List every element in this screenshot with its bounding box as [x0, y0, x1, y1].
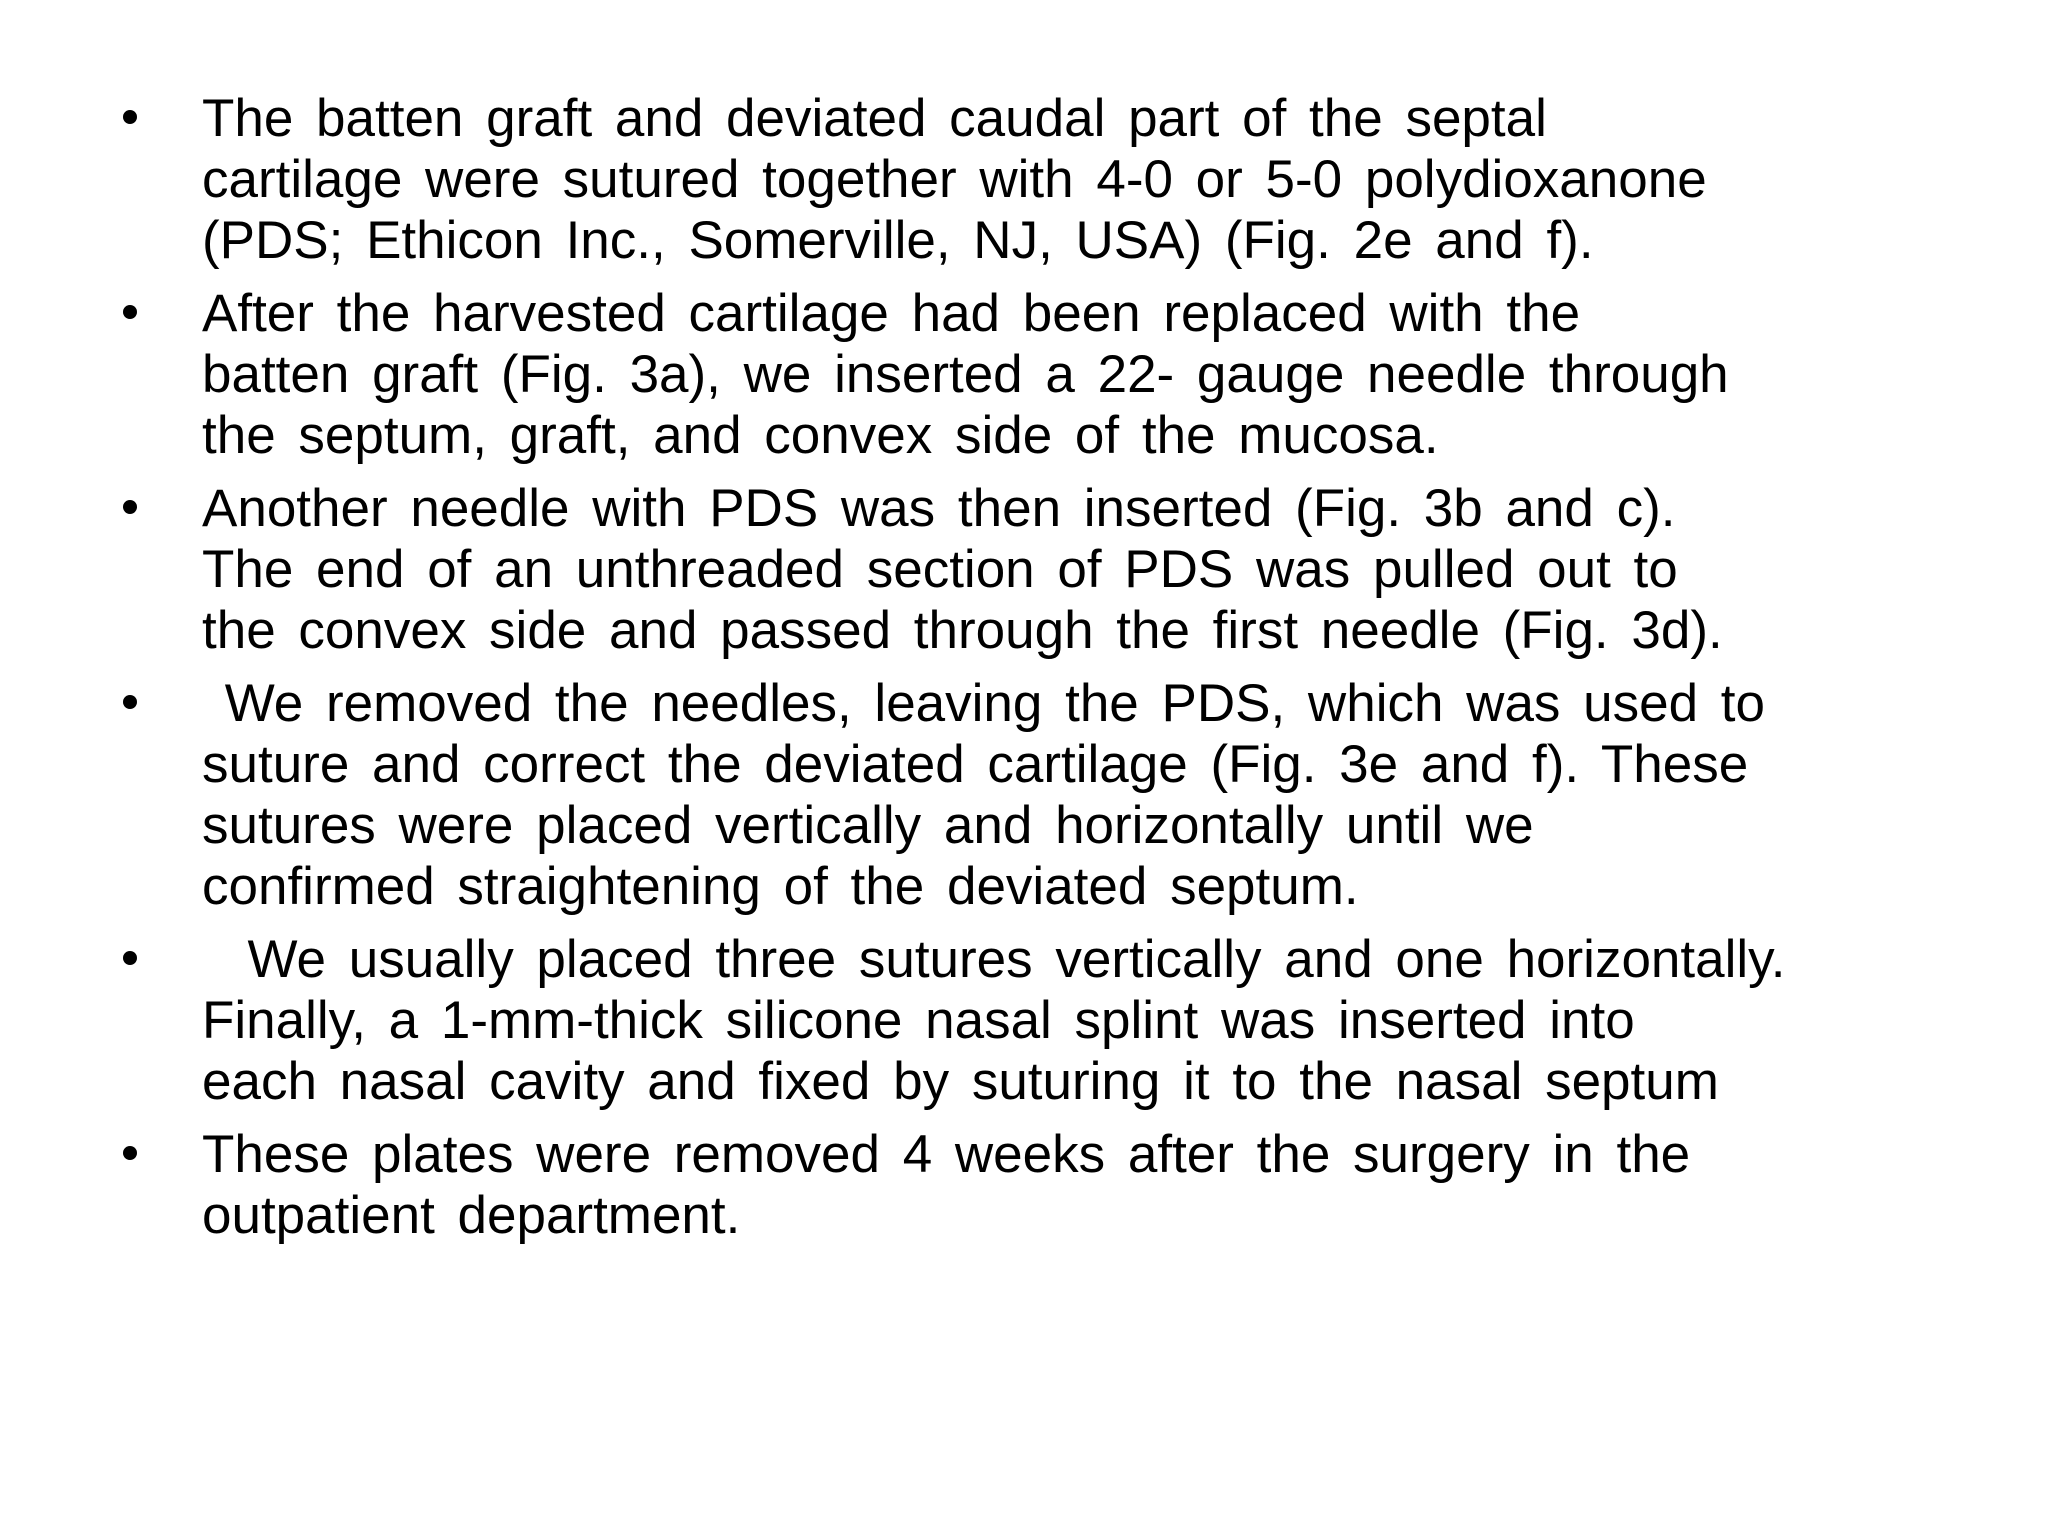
bullet-line: These plates were removed 4 weeks after the surgery in the — [202, 1125, 1691, 1184]
bullet-line: suture and correct the deviated cartilage (Fig. 3e and f). These — [202, 735, 1749, 794]
bullet-line: The end of an unthreaded section of PDS was pulled out to — [202, 540, 1678, 599]
bullet-line: The batten graft and deviated caudal part of the septal — [202, 89, 1547, 148]
bullet-item-4 — [120, 673, 2000, 917]
bullet-item-1 — [120, 88, 2000, 271]
bullet-line: (PDS; Ethicon Inc., Somerville, NJ, USA) (Fig. 2e and f). — [202, 211, 1594, 270]
bullet-line: Finally, a 1-mm-thick silicone nasal splint was inserted into — [202, 991, 1635, 1050]
bullet-icon — [123, 305, 137, 319]
bullet-line: outpatient department. — [202, 1186, 741, 1245]
bullet-line: After the harvested cartilage had been replaced with the — [202, 284, 1581, 343]
bullet-icon — [123, 1146, 137, 1160]
bullet-line: confirmed straightening of the deviated septum. — [202, 857, 1359, 916]
bullet-icon — [123, 500, 137, 514]
bullet-item-5 — [120, 929, 2000, 1112]
bullet-line: Another needle with PDS was then inserted (Fig. 3b and c). — [202, 479, 1676, 538]
bullet-icon — [123, 110, 137, 124]
bullet-line: the convex side and passed through the first needle (Fig. 3d). — [202, 601, 1723, 660]
bullet-icon — [123, 951, 137, 965]
bullet-line: batten graft (Fig. 3a), we inserted a 22- gauge needle through — [202, 345, 1729, 404]
bullet-item-6 — [120, 1124, 2000, 1246]
bullet-line: We removed the needles, leaving the PDS, which was used to — [202, 674, 1765, 733]
bullet-icon — [123, 695, 137, 709]
bullet-item-2 — [120, 283, 2000, 466]
bullet-line: each nasal cavity and fixed by suturing it to the nasal septum — [202, 1052, 1719, 1111]
bullet-list — [120, 88, 2000, 1258]
bullet-line: sutures were placed vertically and horizontally until we — [202, 796, 1534, 855]
bullet-line: cartilage were sutured together with 4-0 or 5-0 polydioxanone — [202, 150, 1707, 209]
bullet-line: the septum, graft, and convex side of the mucosa. — [202, 406, 1439, 465]
bullet-item-3 — [120, 478, 2000, 661]
bullet-line: We usually placed three sutures vertically and one horizontally. — [202, 930, 1786, 989]
